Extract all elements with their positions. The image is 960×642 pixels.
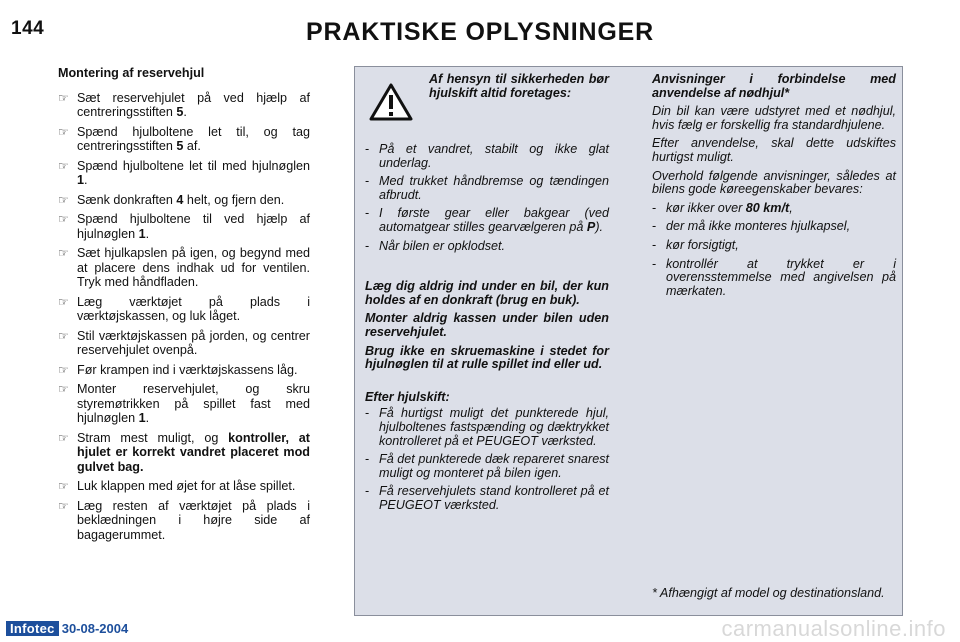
step-text: Sænk donkraften [77, 192, 177, 207]
list-item [58, 212, 310, 241]
step-text: Monter reservehjulet, og skru styremøtrikken på spillet fast med hjulnøglen [77, 382, 310, 425]
list-item: - Få reservehjulets stand kontrolleret på et PEUGEOT værksted. [365, 485, 609, 512]
step-tail: . [183, 105, 187, 119]
list-item [58, 246, 310, 290]
step-tail: helt, og fjern den. [183, 192, 285, 207]
step-text: Læg resten af værktøjet på plads i beklædningen i højre side af bagagerummet. [77, 498, 310, 542]
infotec-logo: Infotec [6, 621, 59, 636]
spare-wheel-paragraphs [652, 105, 896, 197]
list-item [58, 363, 310, 378]
list-item [58, 479, 310, 494]
list-item: - Få det punkterede dæk repareret snarest muligt og monteret på bilen igen. [365, 453, 609, 480]
list-item [652, 202, 896, 216]
step-text: Spænd hjulboltene let til, og tag centreringsstiften [77, 124, 310, 153]
list-item: - Få hurtigst muligt det punkterede hjul, hjulboltenes fastspænding og dæktrykket kontrolleret på et PEUGEOT værksted. [365, 407, 609, 448]
condition-tail: ). [595, 219, 604, 234]
footnote: * Afhængigt af model og destinationsland. [652, 586, 885, 600]
pointing-hand-icon: ☞ [58, 192, 69, 207]
pointing-hand-icon: ☞ [58, 246, 69, 260]
list-item [58, 125, 310, 154]
step-bold: 5 [176, 139, 184, 153]
step-bold: 4 [176, 192, 184, 207]
warning-text: Monter aldrig kassen under bilen uden reservehjulet. [365, 311, 609, 339]
warning-title: Af hensyn til sikkerheden bør hjulskift altid foretages: [429, 72, 609, 100]
step-text: Spænd hjulboltene til ved hjælp af hjulnøglen [77, 212, 310, 241]
list-item [58, 329, 310, 358]
condition-text: Med trukket håndbremse og tændingen afbrudt. [379, 174, 609, 202]
step-text: Før krampen ind i værktøjskassens låg. [77, 362, 298, 377]
list-item [58, 431, 310, 475]
pointing-hand-icon: ☞ [58, 212, 69, 226]
step-text: Spænd hjulboltene let til med hjulnøglen [77, 158, 310, 173]
paragraph: Overhold følgende anvisninger, således at bilens gode køreegenskaber bevares: [652, 168, 896, 197]
step-tail: af. [183, 139, 201, 153]
spare-wheel-column [652, 73, 896, 303]
step-bold: 5 [176, 105, 184, 119]
list-item [58, 382, 310, 426]
step-bold: kontroller, at hjulet er korrekt vandret placeret mod gulvet bag. [77, 430, 310, 474]
rule-text: kør forsigtigt, [666, 237, 739, 252]
condition-text: I første gear eller bakgear (ved automatgear stilles gearvælgeren på [379, 206, 609, 234]
step-bold: 1 [138, 226, 146, 241]
pointing-hand-icon: ☞ [58, 90, 69, 105]
step-tail: . [84, 173, 88, 187]
conditions-list [365, 143, 609, 253]
step-text: Sæt hjulkapslen på igen, og begynd med at placere dens indhak ud for ventilen. Tryk med håndfladen. [77, 246, 310, 289]
left-column [58, 66, 310, 547]
warning-text: Læg dig aldrig ind under en bil, der kun holdes af en donkraft (brug en buk). [365, 279, 609, 307]
pointing-hand-icon: ☞ [58, 382, 69, 396]
step-bold: 1 [77, 173, 85, 187]
paragraph: Efter anvendelse, skal dette udskiftes hurtigst muligt. [652, 136, 896, 164]
page-number: 144 [11, 18, 45, 39]
list-item [58, 159, 310, 188]
info-panel [354, 66, 903, 616]
watermark: carmanualsonline.info [721, 616, 946, 641]
pointing-hand-icon: ☞ [58, 498, 69, 513]
rule-bold: 80 km/t [745, 200, 790, 215]
footer [6, 620, 128, 636]
list-item [58, 91, 310, 120]
pointing-hand-icon: ☞ [58, 158, 69, 173]
pointing-hand-icon: ☞ [58, 362, 69, 377]
warning-row [365, 73, 609, 121]
list-item [652, 220, 896, 234]
list-item [58, 193, 310, 208]
step-text: Sæt reservehjulet på ved hjælp af centreringsstiften [77, 90, 310, 119]
spare-wheel-rules [652, 202, 896, 299]
warnings-block [365, 280, 609, 372]
step-tail: . [145, 411, 150, 425]
condition-text: Når bilen er opklodset. [379, 238, 506, 253]
spare-wheel-title: Anvisninger i forbindelse med anvendelse af nødhjul* [652, 72, 896, 100]
rule-text: kontrollér at trykket er i overensstemmelse med angivelsen på mærkaten. [666, 256, 896, 298]
pointing-hand-icon: ☞ [58, 124, 69, 139]
list-item [365, 143, 609, 170]
step-bold: 1 [138, 411, 146, 425]
step-text: Luk klappen med øjet for at låse spillet. [77, 479, 296, 493]
step-text: Stil værktøjskassen på jorden, og centrer reservehjulet ovenpå. [77, 328, 310, 357]
pointing-hand-icon: ☞ [58, 430, 69, 445]
pointing-hand-icon: ☞ [58, 479, 69, 493]
rule-text: kør ikker over [666, 200, 746, 215]
list-item [58, 499, 310, 543]
list-item [365, 175, 609, 202]
pointing-hand-icon: ☞ [58, 328, 69, 343]
condition-bold: P [586, 219, 596, 234]
steps-list [58, 91, 310, 543]
list-item [58, 295, 310, 324]
list-item [365, 240, 609, 254]
pointing-hand-icon: ☞ [58, 294, 69, 309]
rule-tail: , [789, 200, 793, 215]
step-text: Læg værktøjet på plads i værktøjskassen, og luk låget. [77, 294, 310, 323]
rule-text: der må ikke monteres hjulkapsel, [666, 219, 851, 234]
after-change-list [365, 407, 609, 512]
after-change-heading: Efter hjulskift: [365, 389, 450, 404]
step-text: Stram mest muligt, og [77, 430, 229, 445]
list-item [365, 207, 609, 234]
safety-column [365, 73, 609, 517]
step-tail: . [145, 226, 150, 241]
paragraph: Din bil kan være udstyret med et nødhjul, hvis fælg er forskellig fra standardhjulene. [652, 104, 896, 132]
condition-text: På et vandret, stabilt og ikke glat underlag. [379, 142, 609, 170]
warning-triangle-icon [369, 83, 413, 121]
footer-date: 30-08-2004 [61, 620, 129, 636]
page-title: PRAKTISKE OPLYSNINGER [306, 18, 654, 46]
list-item [652, 239, 896, 253]
section-heading: Montering af reservehjul [58, 66, 205, 80]
warning-text: Brug ikke en skruemaskine i stedet for hjulnøglen til at rulle spillet ind eller ud. [365, 343, 609, 372]
list-item [652, 258, 896, 299]
